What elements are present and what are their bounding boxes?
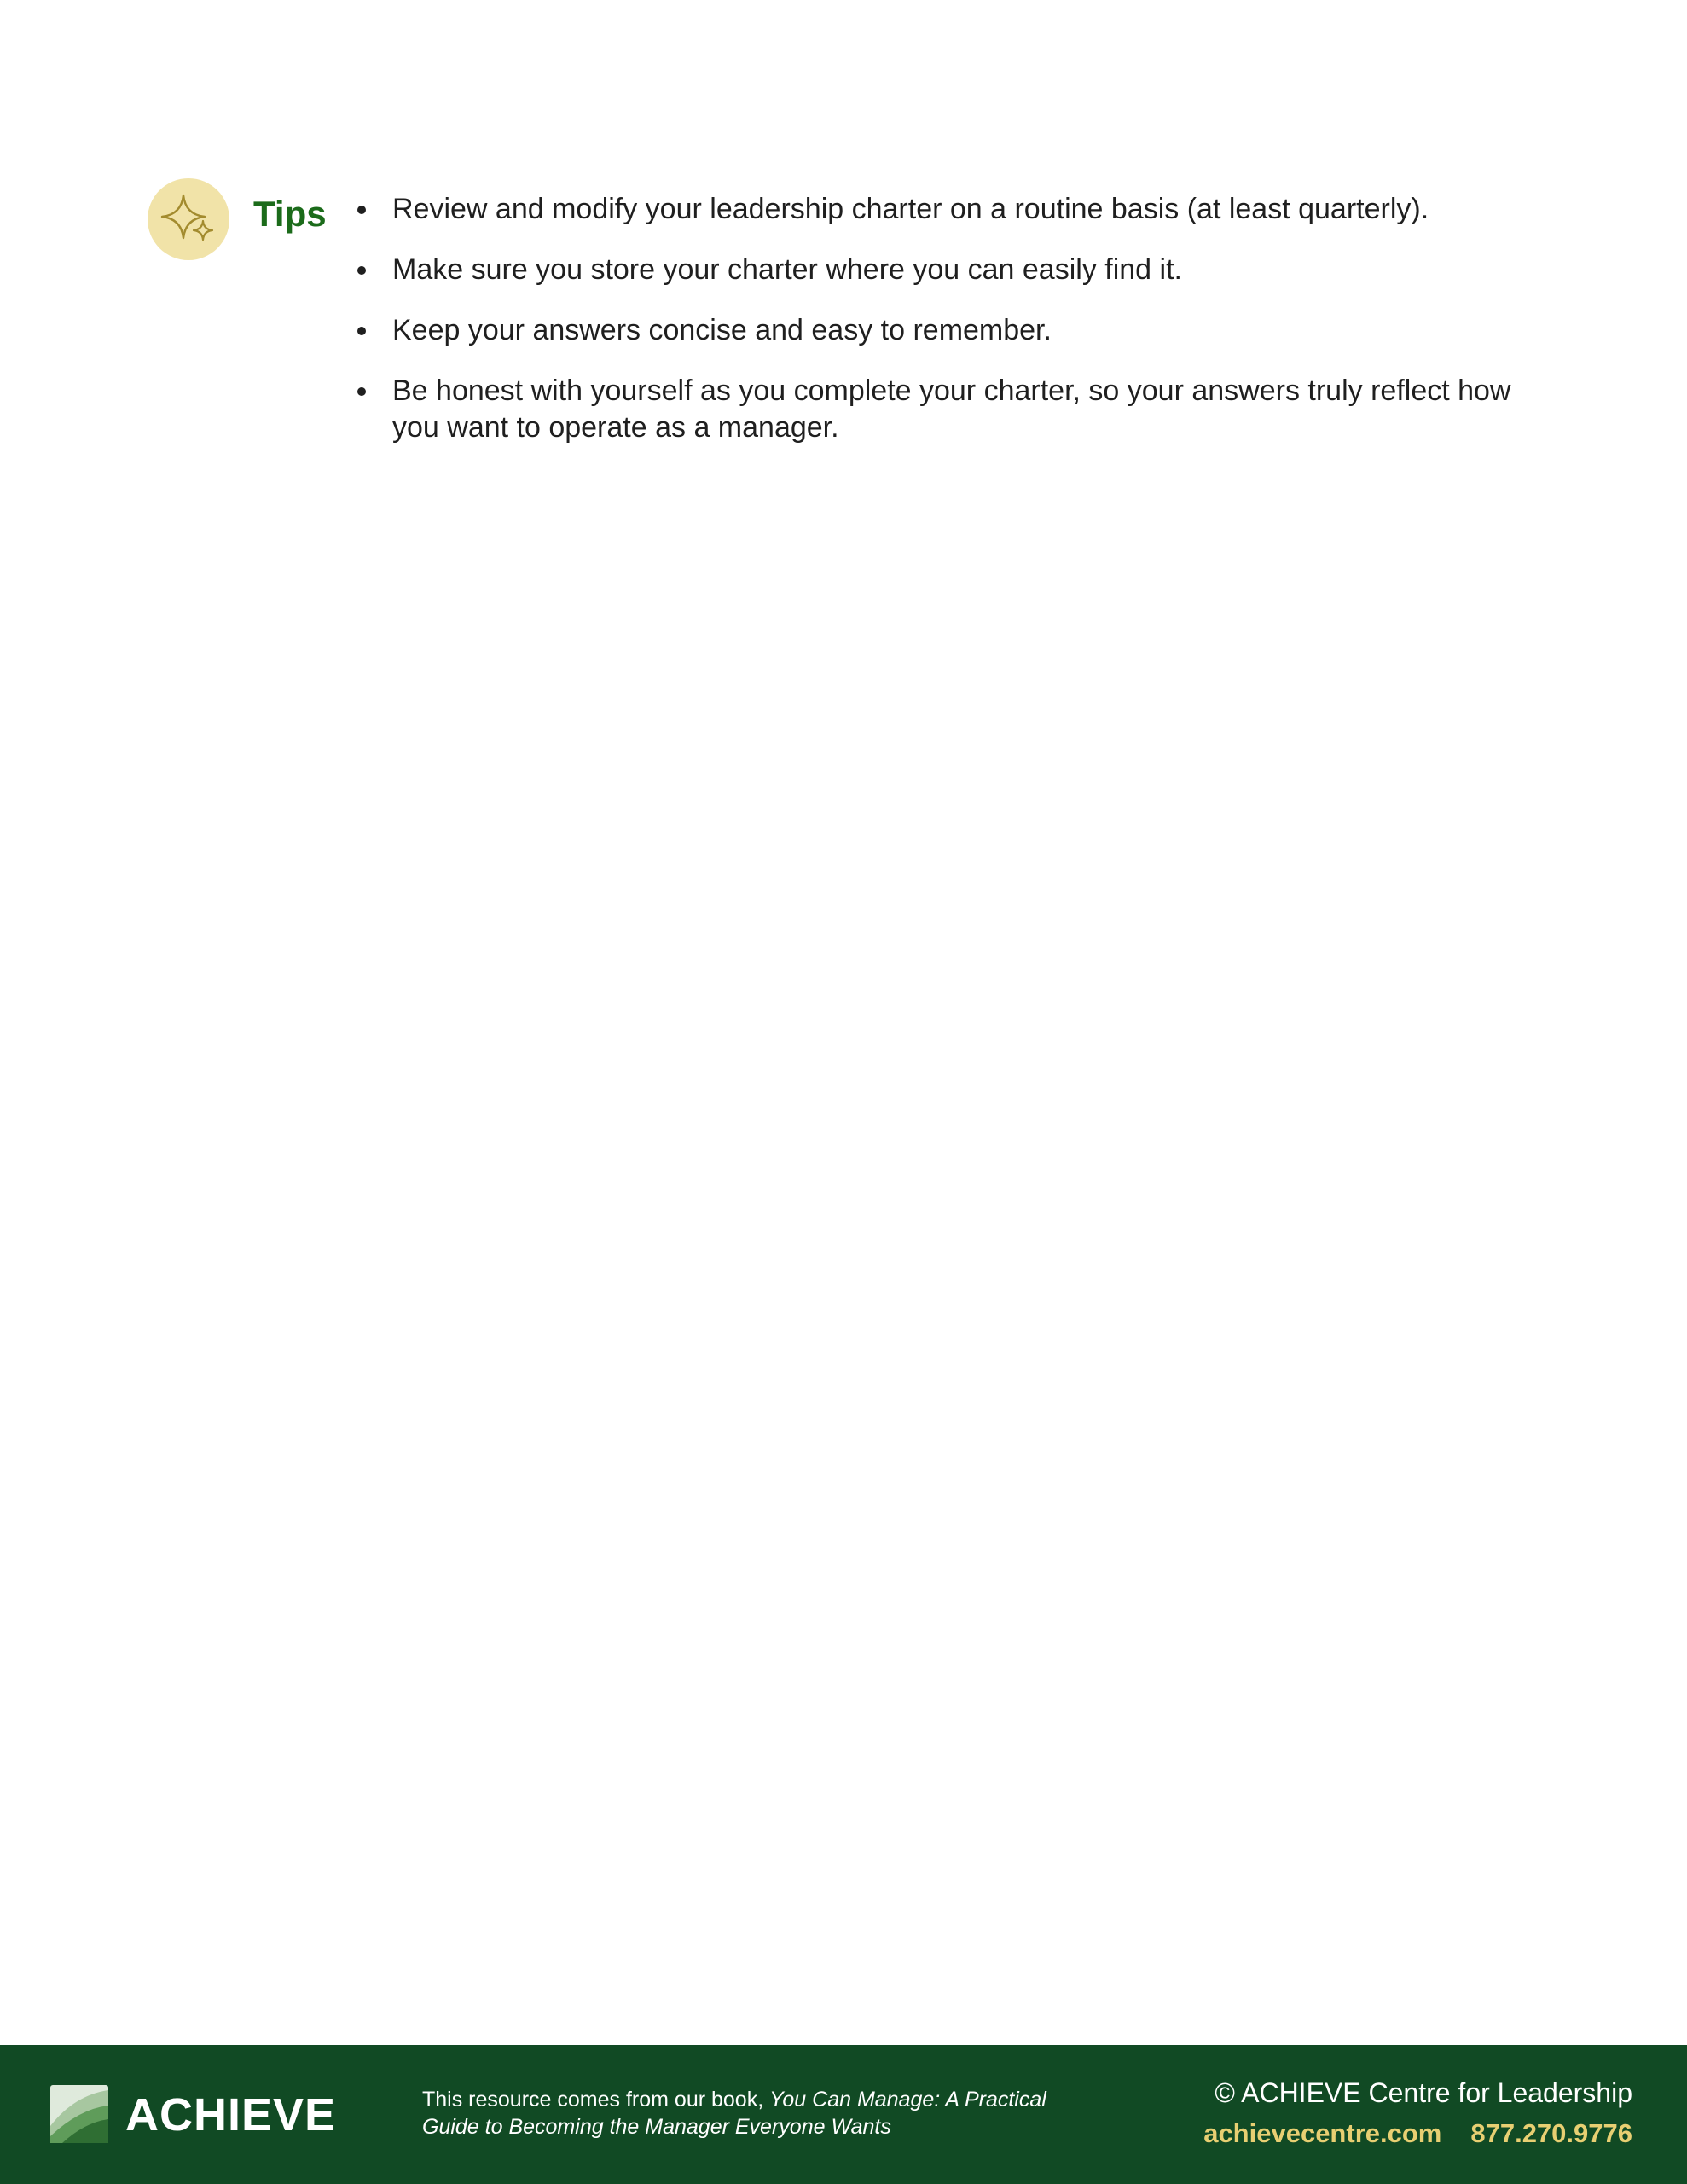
copyright-text: © ACHIEVE Centre for Leadership [1215,2077,1632,2108]
list-item [352,312,1529,349]
list-item [352,191,1529,228]
tip-text: Keep your answers concise and easy to remember. [392,314,1052,346]
book-title: You Can Manage: A Practical Guide to Becoming the Manager Everyone Wants [422,2088,1046,2139]
sparkle-icon [148,178,229,260]
footer [0,2045,1687,2184]
resource-note [422,2086,1104,2140]
bullet-icon [357,327,366,335]
footer-contact-block [1203,2076,1632,2151]
list-item [352,252,1529,288]
bullet-icon [357,266,366,275]
tip-text: Make sure you store your charter where you can easily find it. [392,253,1182,286]
resource-prefix: This resource comes from our book, [422,2088,770,2111]
website-link[interactable]: achievecentre.com [1203,2118,1442,2148]
tip-text: Review and modify your leadership charter on a routine basis (at least quarterly). [392,193,1429,225]
contact-line [1203,2117,1632,2151]
logo-mark-icon [50,2085,108,2143]
bullet-icon [357,206,366,214]
logo-text: ACHIEVE [125,2089,337,2140]
tips-heading: Tips [253,194,327,234]
phone-number[interactable]: 877.270.9776 [1470,2118,1632,2148]
list-item [352,373,1529,446]
bullet-icon [357,387,366,396]
tip-text: Be honest with yourself as you complete your charter, so your answers truly reflect how you want to operate as a manager. [392,375,1511,444]
tips-list [352,191,1529,470]
